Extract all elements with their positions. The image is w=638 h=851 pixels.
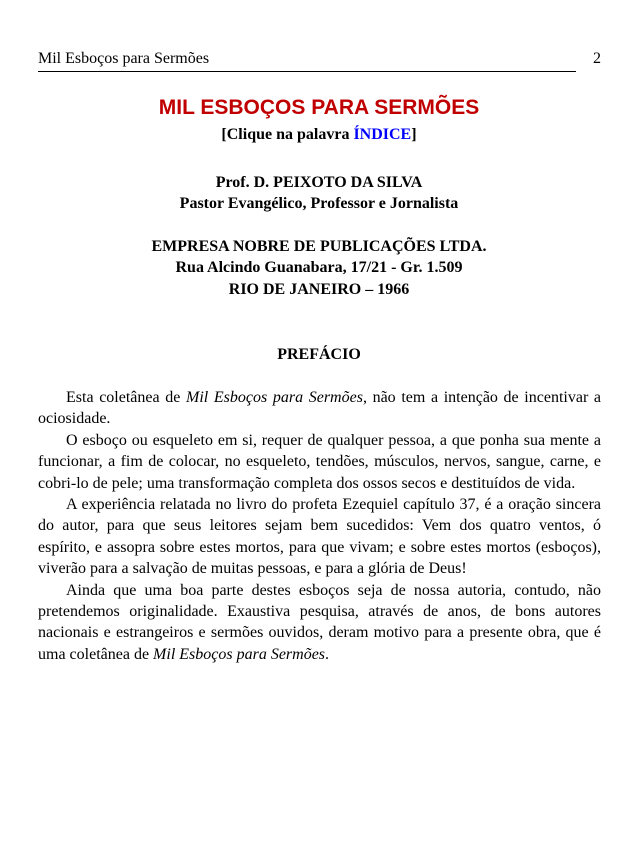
p1-text-c: , não tem a intenção de incentivar a ociosidade. (38, 389, 602, 428)
running-title: Mil Esboços para Sermões (38, 50, 210, 67)
p4-italic-title: Mil Esboços para Sermões (153, 645, 326, 663)
p4-text-a: Ainda que uma boa parte destes esboços seja de nossa autoria, contudo, não pretendemos originalidade. Exaustiva pesquisa, através de anos, de bons autores nacionais e estrangeiros e sermões ouvidos, deram motivo para a presente obra, que é uma coletânea de (38, 581, 601, 663)
p4-text-c: . (325, 645, 330, 663)
index-prompt (0, 125, 638, 145)
page-header (38, 49, 601, 73)
index-prompt-before: [Clique na palavra (221, 126, 354, 143)
preface-heading: PREFÁCIO (277, 346, 361, 363)
preface-body (38, 387, 601, 665)
preface-paragraph-3: A experiência relatada no livro do profeta Ezequiel capítulo 37, é a oração sincera do autor, para que seus leitores sejam bem sucedidos: Vem dos quatro ventos, ó espírito, e assopra sobre estes mortos, para que vivam; e sobre estes mortos (esboços), viverão para a salvação de muitas pessoas, e para a glória de Deus! (38, 496, 601, 578)
p1-italic-title: Mil Esboços para Sermões (186, 389, 363, 406)
page-number: 2 (593, 50, 601, 67)
index-prompt-after: ] (411, 126, 417, 143)
book-title: MIL ESBOÇOS PARA SERMÕES (158, 96, 480, 119)
publisher-address: Rua Alcindo Guanabara, 17/21 - Gr. 1.509 (175, 259, 463, 276)
index-link[interactable]: ÍNDICE (353, 126, 412, 143)
p1-text-a: Esta coletânea de (66, 389, 186, 406)
author-roles: Pastor Evangélico, Professor e Jornalista (179, 195, 459, 212)
publisher-name: EMPRESA NOBRE DE PUBLICAÇÕES LTDA. (151, 238, 487, 255)
author-name: Prof. D. PEIXOTO DA SILVA (215, 174, 423, 191)
header-rule (38, 71, 576, 72)
preface-paragraph-4 (38, 580, 601, 666)
preface-paragraph-1 (38, 387, 601, 430)
preface-paragraph-2: O esboço ou esqueleto em si, requer de qualquer pessoa, a que ponha sua mente a funcionar, a fim de colocar, no esqueleto, tendões, músculos, nervos, sangue, carne, e cobri-lo de pele; uma transformação completa dos ossos secos e destituídos de vida. (38, 431, 601, 492)
publisher-city-year: RIO DE JANEIRO – 1966 (228, 281, 410, 298)
